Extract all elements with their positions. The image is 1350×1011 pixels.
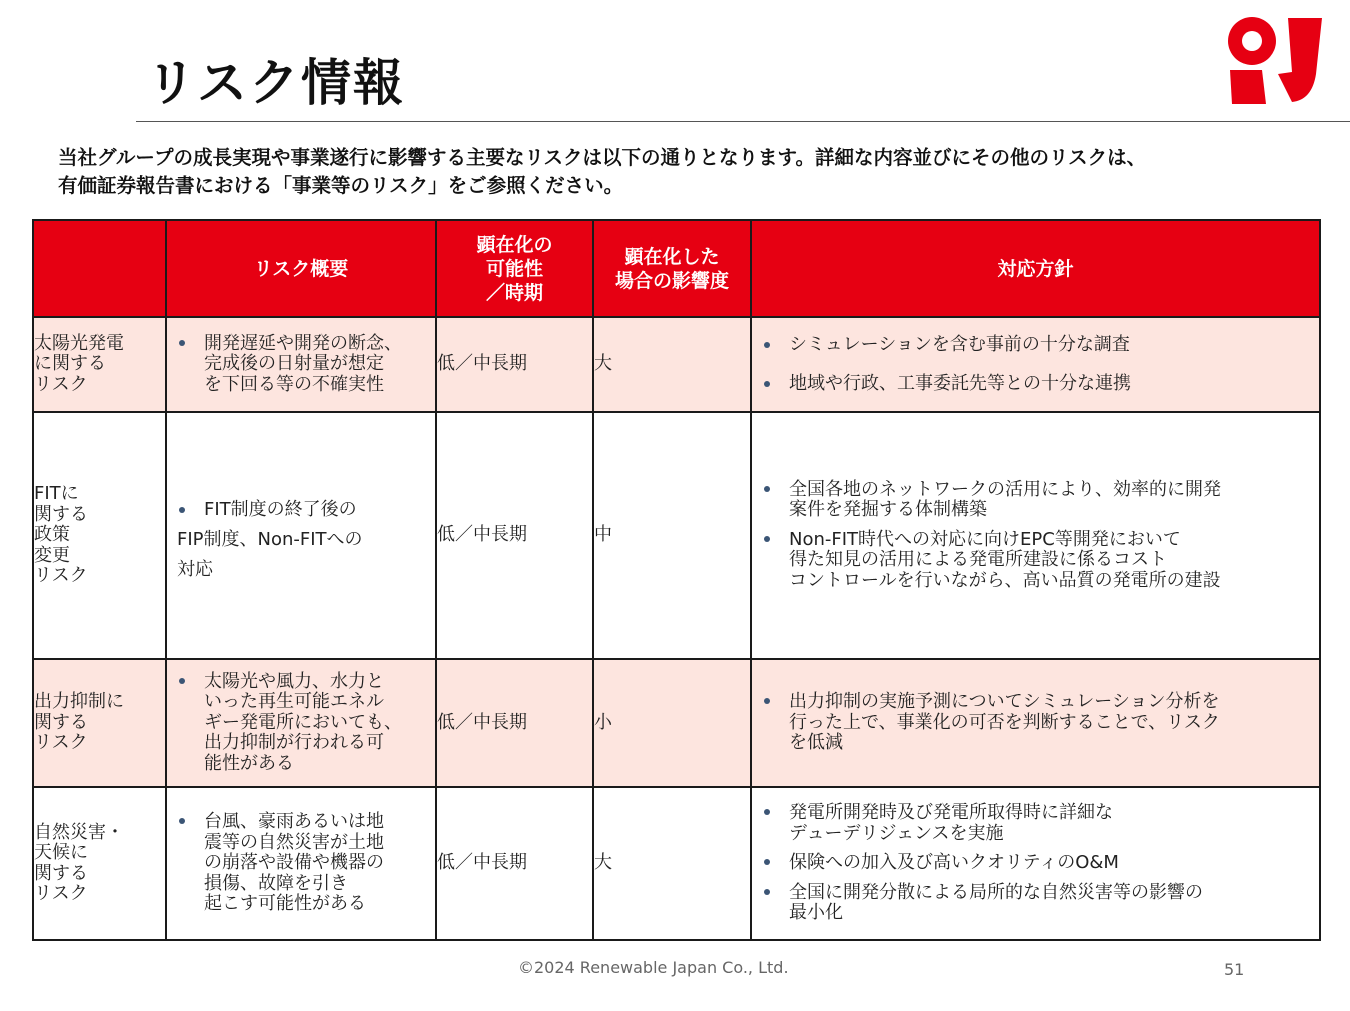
risk-likelihood: 低／中長期 <box>436 412 593 659</box>
risk-impact: 小 <box>593 659 751 787</box>
list-item: 発電所開発時及び発電所取得時に詳細な デューデリジェンスを実施 <box>764 803 1311 844</box>
intro-line: 当社グループの成長実現や事業遂行に影響する主要なリスクは以下の通りとなります。詳細な内容並びにその他のリスクは、 <box>58 146 1147 169</box>
list-item: 全国各地のネットワークの活用により、効率的に開発 案件を発掘する体制構築 <box>764 480 1311 521</box>
list-item: FIT制度の終了後の <box>179 495 427 525</box>
risk-policy <box>751 787 1320 940</box>
list-item: 保険への加入及び高いクオリティのO&M <box>764 853 1311 874</box>
list-item: 出力抑制の実施予測についてシミュレーション分析を 行った上で、事業化の可否を判断することで、リスク を低減 <box>764 692 1311 754</box>
risk-policy <box>751 317 1320 412</box>
rj-logo <box>1226 14 1326 106</box>
list-item: 全国に開発分散による局所的な自然災害等の影響の 最小化 <box>764 883 1311 924</box>
page-title: リスク情報 <box>146 54 405 112</box>
risk-impact: 大 <box>593 317 751 412</box>
header-impact: 顕在化した 場合の影響度 <box>593 220 751 317</box>
intro-text <box>58 144 1338 200</box>
risk-overview: FIT制度の終了後の FIP制度、Non-FITへの 対応 <box>166 412 436 659</box>
header-likelihood: 顕在化の 可能性 ／時期 <box>436 220 593 317</box>
list-item: 台風、豪雨あるいは地 震等の自然災害が土地 の崩落や設備や機器の 損傷、故障を引き 起こす可能性がある <box>179 812 427 915</box>
risk-likelihood: 低／中長期 <box>436 787 593 940</box>
header-policy: 対応方針 <box>751 220 1320 317</box>
risk-overview <box>166 659 436 787</box>
risk-overview <box>166 317 436 412</box>
copyright-footer: ©2024 Renewable Japan Co., Ltd. <box>518 958 789 977</box>
list-item: シミュレーションを含む事前の十分な調査 <box>764 330 1311 360</box>
list-item: Non-FIT時代への対応に向けEPC等開発において 得た知見の活用による発電所建設に係るコスト コントロールを行いながら、高い品質の発電所の建設 <box>764 530 1311 592</box>
risk-likelihood: 低／中長期 <box>436 659 593 787</box>
page-number: 51 <box>1224 960 1245 979</box>
list-item: 開発遅延や開発の断念、 完成後の日射量が想定 を下回る等の不確実性 <box>179 334 427 396</box>
list-item: 地域や行政、工事委託先等との十分な連携 <box>764 369 1311 399</box>
risk-category: 出力抑制に 関する リスク <box>33 659 166 787</box>
intro-line: 有価証券報告書における「事業等のリスク」をご参照ください。 <box>58 174 624 197</box>
risk-policy <box>751 412 1320 659</box>
table-row <box>33 787 1320 940</box>
title-divider <box>136 121 1350 122</box>
table-row <box>33 659 1320 787</box>
risk-impact: 中 <box>593 412 751 659</box>
header-overview: リスク概要 <box>166 220 436 317</box>
header-category <box>33 220 166 317</box>
risk-overview <box>166 787 436 940</box>
risk-category: 自然災害・ 天候に 関する リスク <box>33 787 166 940</box>
list-item: 太陽光や風力、水力と いった再生可能エネル ギー発電所においても、 出力抑制が行われる可 能性がある <box>179 672 427 775</box>
table-row <box>33 317 1320 412</box>
table-header-row <box>33 220 1320 317</box>
risk-impact: 大 <box>593 787 751 940</box>
risk-likelihood: 低／中長期 <box>436 317 593 412</box>
risk-table <box>32 219 1321 941</box>
risk-policy <box>751 659 1320 787</box>
table-row <box>33 412 1320 659</box>
risk-category: 太陽光発電 に関する リスク <box>33 317 166 412</box>
risk-category: FITに 関する 政策 変更 リスク <box>33 412 166 659</box>
